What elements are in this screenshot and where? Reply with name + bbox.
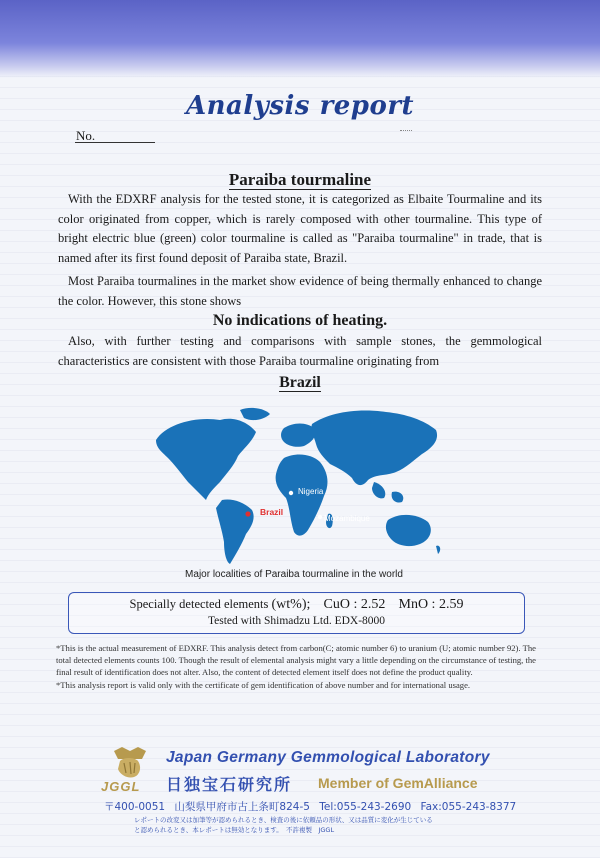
paragraph-treatment: Most Paraiba tourmalines in the market show evidence of being thermally enhanced to change the color. However, this stone shows [58,274,542,308]
mno-value: MnO : 2.59 [398,597,464,612]
note-validity: *This analysis report is valid only with the certificate of gem identification of above number and for international usage. [56,680,471,691]
origin-country: Brazil [279,374,321,391]
map-caption: Major localities of Paraiba tourmaline in the world [185,569,403,580]
elements-label: Specially detected elements [129,597,269,611]
report-number-label: No. [76,128,96,143]
jggl-logo-text: JGGL [101,779,141,794]
map-label-mozambique: Mozambique [324,514,370,523]
continents [156,408,440,564]
lab-name-english: Japan Germany Gemmological Laboratory [166,749,490,766]
origin-heading [0,374,600,392]
header-band [0,0,600,78]
nigeria-marker [289,491,293,495]
report-title: Analysis report [185,91,415,121]
postal-code: 〒400-0051 [104,801,166,813]
lab-address [104,799,522,814]
note-measurement: *This is the actual measurement of EDXRF. This analysis detect from carbon(C; atomic number 6) to uranium (U; atomic number 92). The total detected elements counts 100. Though the result of elemental analysis might vary a little depending on the circumstance of testing, the final result of identification does not alter. Also, the content of detected element itself does not define the product quality. [56,643,536,677]
world-map [148,402,448,570]
fax: Fax:055-243-8377 [420,801,517,813]
heating-result: No indications of heating. [212,312,388,329]
street-address: 山梨県甲府市古上条町824-5 [174,801,310,813]
brazil-marker [245,511,250,516]
stone-name: Paraiba tourmaline [228,170,372,189]
number-field-mark [400,130,412,131]
telephone: Tel:055-243-2690 [319,801,412,813]
legal-footnote: レポートの改変又は加筆等が認められるとき、検査の後に依頼品の形状、又は品質に変化が生じていると認められるとき、本レポートは無効となります。 不許複製 JGGL [134,816,433,834]
member-text: Member of GemAlliance [318,775,478,791]
report-number-underline [75,142,155,143]
stone-name-heading [0,170,600,190]
elements-line [69,597,524,613]
lab-name-japanese: 日独宝石研究所 [166,775,293,794]
elements-unit: (wt%); [271,597,311,612]
tested-with: Tested with Shimadzu Ltd. EDX-8000 [207,615,386,627]
map-label-nigeria: Nigeria [298,487,324,496]
mozambique-marker [318,515,322,519]
elements-box [68,592,525,634]
paragraph-classification: With the EDXRF analysis for the tested stone, it is categorized as Elbaite Tourmaline and its color originated from copper, which is rarely composed with other tourmaline. This type of bright electric blue (green) color tourmaline is called as "Paraiba tourmaline" in trade, that is named after its first found deposit of Paraiba state, Brazil. [58,192,542,265]
cuo-value: CuO : 2.52 [323,597,386,612]
map-label-brazil: Brazil [260,507,284,517]
paragraph-origin: Also, with further testing and comparisons with sample stones, the gemmological characteristics are consistent with those Paraiba tourmaline originating from [58,334,542,368]
notes [56,643,536,692]
